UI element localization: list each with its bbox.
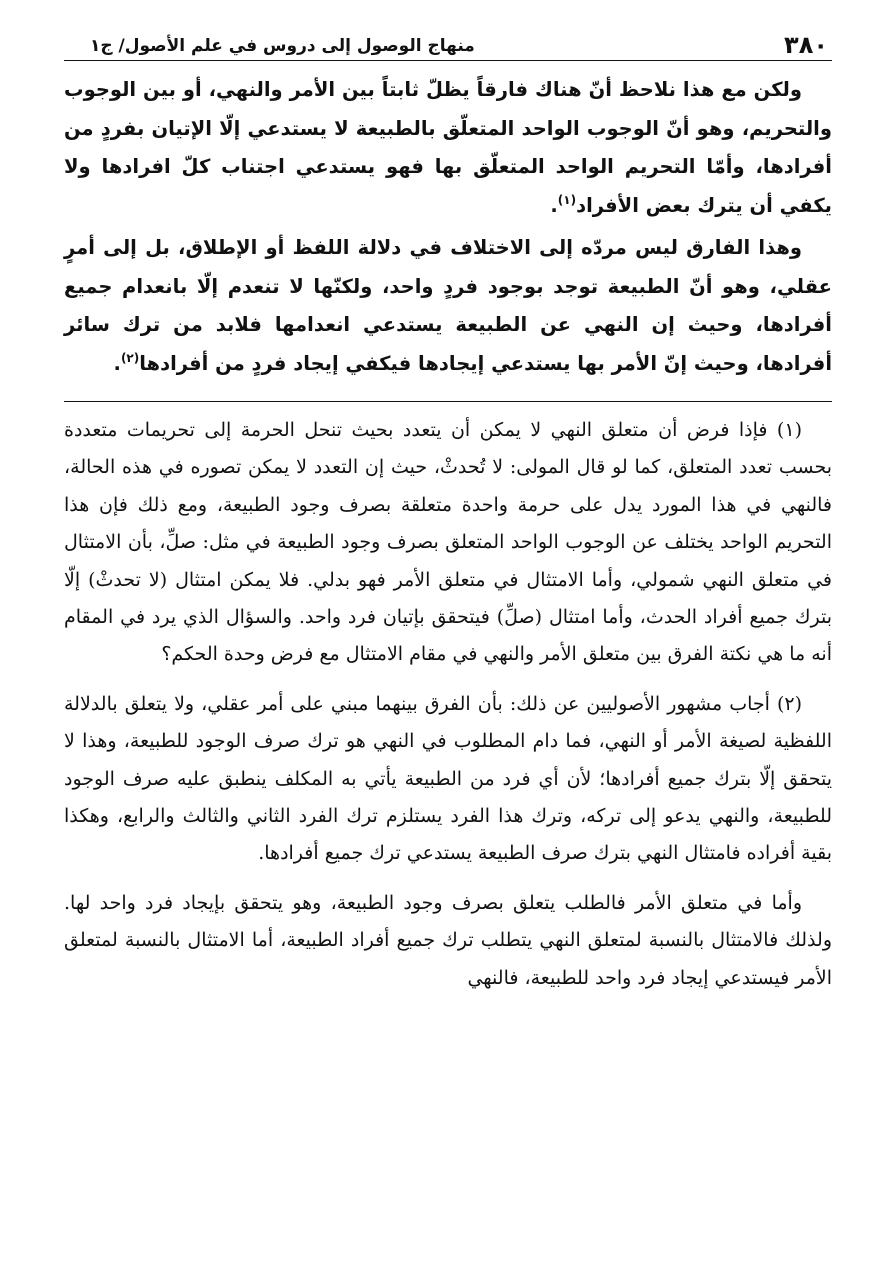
running-title: منهاج الوصول إلى دروس في علم الأصول/ ج١: [90, 36, 475, 56]
main-paragraph: [64, 229, 832, 383]
main-text: [64, 71, 832, 383]
paragraph-text: ولكن مع هذا نلاحظ أنّ هناك فارقاً يظلّ ثابتاً بين الأمر والنهي، أو بين الوجوب والتحريم، وهو أنّ الوجوب الواحد المتعلّق بالطبيعة لا يستدعي إلّا الإتيان بفردٍ من أفرادها، وأمّا التحريم الواحد المتعلّق بها فهو يستدعي اجتناب كلّ افرادها ولا يكفي أن يترك بعض الأفراد: [64, 78, 832, 217]
footnote-paragraph: وأما في متعلق الأمر فالطلب يتعلق بصرف وجود الطبيعة، وهو يتحقق بإيجاد فرد واحد لها. ولذلك فالامتثال بالنسبة لمتعلق النهي يتطلب ترك جميع أفراد الطبيعة، أما الامتثال بالنسبة لمتعلق الأمر فيستدعي إيجاد فرد واحد للطبيعة، فالنهي: [64, 891, 832, 989]
paragraph-end: .: [550, 193, 558, 217]
paragraph-text: وهذا الفارق ليس مردّه إلى الاختلاف في دلالة اللفظ أو الإطلاق، بل إلى أمرٍ عقلي، وهو أنّ الطبيعة توجد بوجود فردٍ واحد، ولكنّها لا تنعدم إلّا بانعدام جميع أفرادها، وحيث إن النهي عن الطبيعة يستدعي انعدامها فلابد من ترك سائر أفرادها، وحيث إنّ الأمر بها يستدعي إيجادها فيكفي إيجاد فردٍ من أفرادها: [64, 236, 832, 375]
footnote-paragraph: (٢) أجاب مشهور الأصوليين عن ذلك: بأن الفرق بينهما مبني على أمر عقلي، ولا يتعلق بالدلالة اللفظية لصيغة الأمر أو النهي، فما دام المطلوب في النهي هو ترك صرف الوجود للطبيعة، وهذا لا يتحقق إلّا بترك جميع أفرادها؛ لأن أي فرد من الطبيعة يأتي به المكلف ينطبق عليه صرف الوجود للطبيعة، والنهي يدعو إلى تركه، وترك هذا الفرد يستلزم ترك الفرد الثاني والثالث والرابع، وهكذا بقية أفراده فامتثال النهي بترك صرف الطبيعة يستدعي ترك جميع أفرادها.: [64, 692, 832, 865]
footnote-separator: [64, 401, 832, 402]
footnote-paragraph: (١) فإذا فرض أن متعلق النهي لا يمكن أن يتعدد بحيث تنحل الحرمة إلى تحريمات متعددة بحسب تعدد المتعلق، كما لو قال المولى: لا تُحدثْ، حيث إن التعدد لا يمكن تصوره في هذه الحالة، فالنهي في هذا المورد يدل على حرمة واحدة متعلقة بصرف وجود الطبيعة، ومع ذلك فإن هذا التحريم الواحد يختلف عن الوجوب الواحد المتعلق بصرف وجود الطبيعة في مثل: صلِّ، بأن الامتثال في متعلق النهي شمولي، وأما الامتثال في متعلق الأمر فهو بدلي. فلا يمكن امتثال (لا تحدثْ) إلّا بترك جميع أفراد الحدث، وأما امتثال (صلِّ) فيتحقق بإتيان فرد واحد. والسؤال الذي يرد في المقام أنه ما هي نكتة الفرق بين متعلق الأمر والنهي في مقام الامتثال مع فرض وحدة الحكم؟: [64, 419, 832, 666]
footnotes: [64, 412, 832, 997]
page-number: ٣٨٠: [784, 31, 828, 59]
main-paragraph: [64, 71, 832, 225]
book-page: [64, 28, 832, 997]
footnote-marker: (٢): [120, 350, 140, 365]
paragraph-end: .: [113, 351, 121, 375]
footnote-marker: (١): [557, 192, 577, 207]
page-header: [64, 28, 832, 61]
